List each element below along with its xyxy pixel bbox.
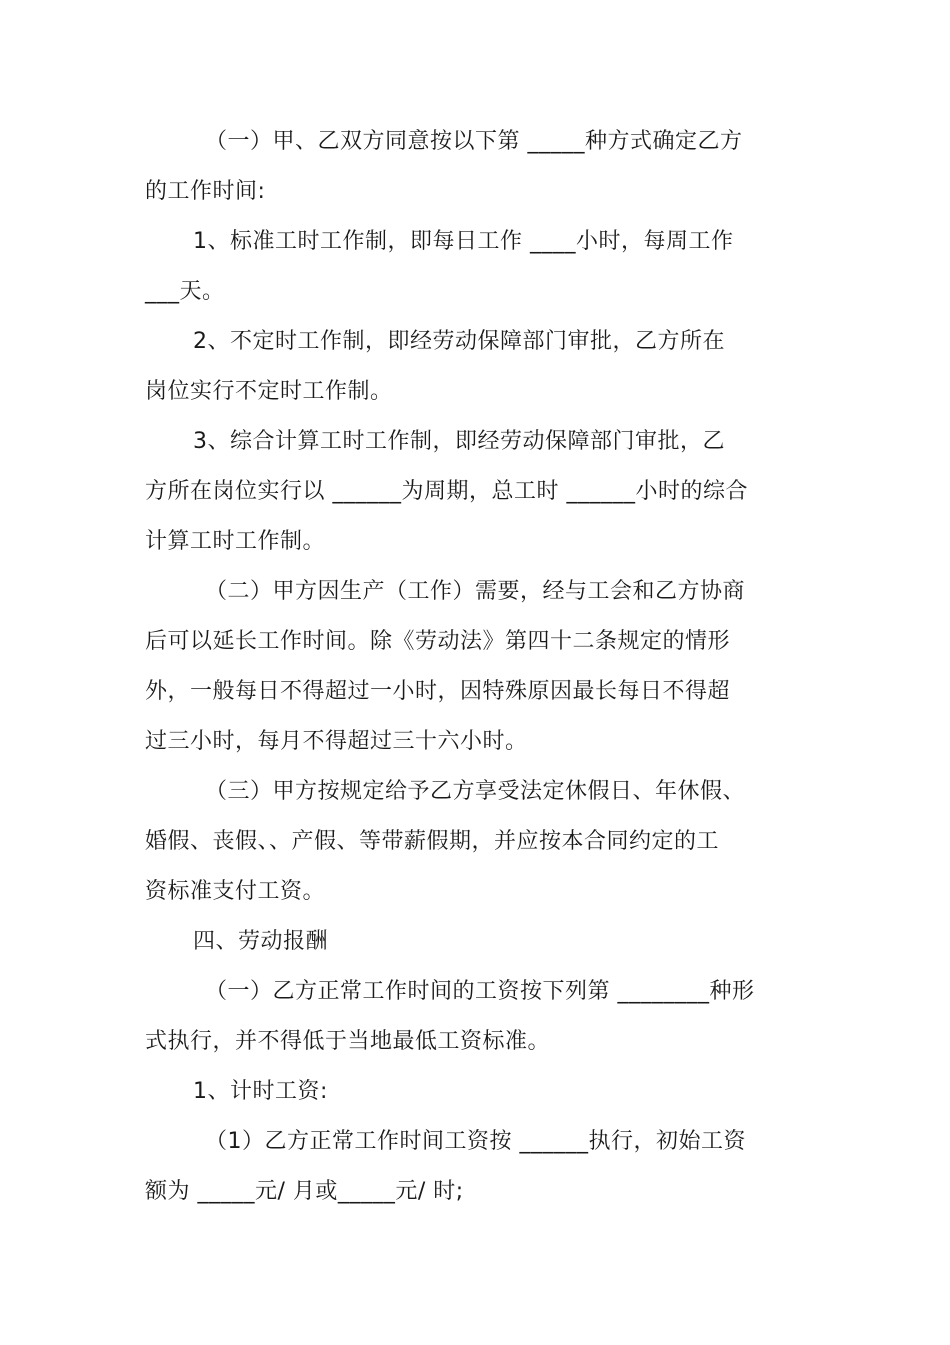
text-line: （1）乙方正常工作时间工资按 ______执行，初始工资 — [205, 1129, 746, 1154]
text-line: 外，一般每日不得超过一小时，因特殊原因最长每日不得超 — [145, 679, 731, 704]
text-line: 2、不定时工作制，即经劳动保障部门审批，乙方所在 — [193, 329, 725, 354]
text-line: 方所在岗位实行以 ______为周期，总工时 ______小时的综合 — [145, 479, 748, 504]
text-line: 计算工时工作制。 — [145, 529, 326, 554]
text-line: （三）甲方按规定给予乙方享受法定休假日、年休假、 — [205, 779, 746, 804]
text-line: ___天。 — [145, 279, 225, 304]
text-line: 后可以延长工作时间。除《劳动法》第四十二条规定的情形 — [145, 629, 731, 654]
section-heading: 四、劳动报酬 — [193, 929, 329, 954]
text-line: 的工作时间: — [145, 179, 266, 204]
text-line: 式执行，并不得低于当地最低工资标准。 — [145, 1029, 551, 1054]
text-line: （一）乙方正常工作时间的工资按下列第 ________种形 — [205, 979, 755, 1004]
text-line: 岗位实行不定时工作制。 — [145, 379, 393, 404]
text-line: （一）甲、乙双方同意按以下第 _____种方式确定乙方 — [205, 129, 743, 154]
text-line: 额为 _____元/ 月或_____元/ 时; — [145, 1179, 464, 1204]
text-line: （二）甲方因生产（工作）需要，经与工会和乙方协商 — [205, 579, 746, 604]
text-line: 1、计时工资: — [193, 1079, 328, 1104]
text-line: 婚假、丧假、、产假、等带薪假期，并应按本合同约定的工 — [145, 829, 720, 854]
text-line: 1、标准工时工作制，即每日工作 ____小时，每周工作 — [193, 229, 734, 254]
text-line: 过三小时，每月不得超过三十六小时。 — [145, 729, 528, 754]
text-line: 资标准支付工资。 — [145, 879, 326, 904]
text-line: 3、综合计算工时工作制，即经劳动保障部门审批，乙 — [193, 429, 725, 454]
